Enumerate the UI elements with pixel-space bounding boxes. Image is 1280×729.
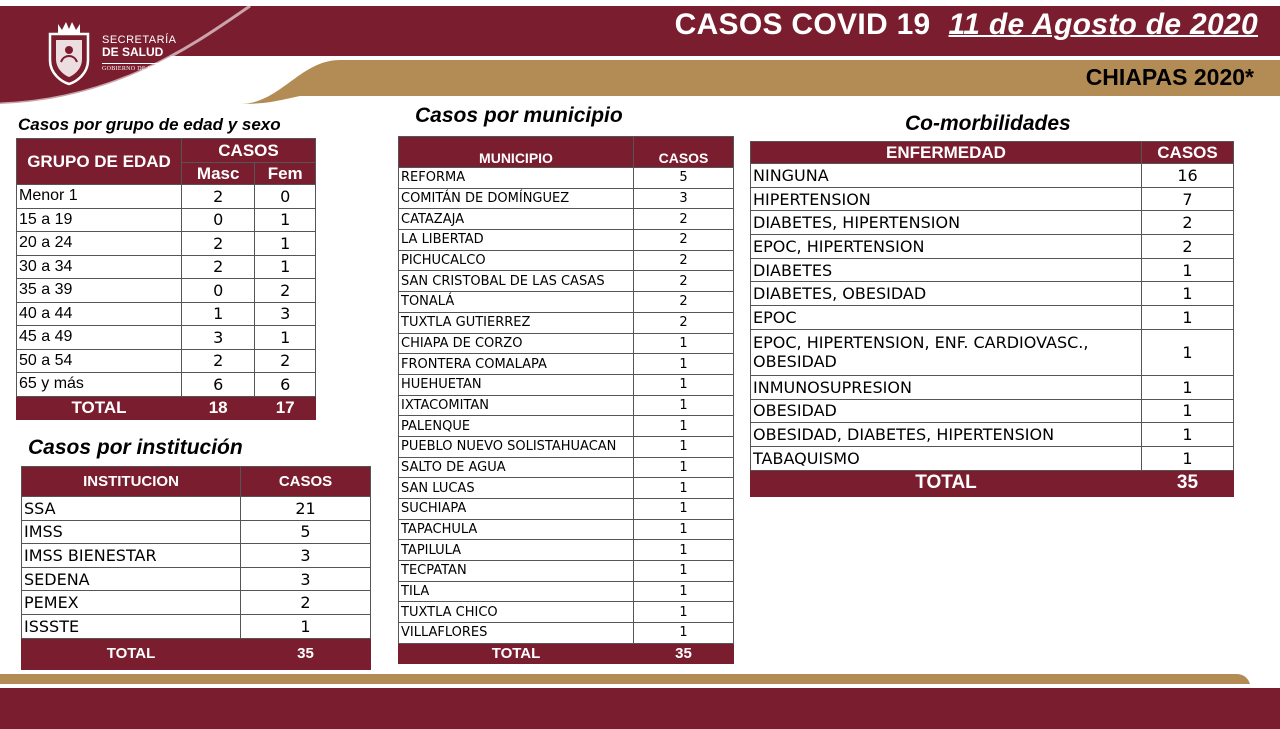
- table-row: [399, 457, 734, 478]
- municipio-name-cell: CHIAPA DE CORZO: [399, 333, 634, 354]
- col-masc: Masc: [182, 163, 255, 185]
- table-row: [399, 540, 734, 561]
- comorbilidades-casos-cell: 2: [1142, 235, 1234, 259]
- municipio-name-cell: TILA: [399, 581, 634, 602]
- edad-masc-cell: 2: [182, 349, 255, 373]
- institucion-casos-cell: 2: [241, 591, 371, 615]
- table-row: [751, 282, 1234, 306]
- municipio-casos-cell: 2: [634, 312, 734, 333]
- footer-bar: [0, 688, 1280, 729]
- edad-body: [17, 185, 316, 397]
- edad-grupo-cell: 30 a 34: [17, 255, 182, 279]
- table-row: [399, 354, 734, 375]
- comorbilidades-casos-cell: 1: [1142, 375, 1234, 399]
- table-row: [17, 255, 316, 279]
- footer-gold-line: [0, 672, 1250, 684]
- col-fem: Fem: [255, 163, 316, 185]
- edad-masc-cell: 1: [182, 302, 255, 326]
- institucion-name-cell: PEMEX: [22, 591, 241, 615]
- table-row: [399, 292, 734, 313]
- title-text: CASOS COVID 19: [674, 8, 931, 41]
- institucion-total-label: TOTAL: [22, 638, 241, 669]
- edad-masc-cell: 6: [182, 373, 255, 397]
- municipio-casos-cell: 2: [634, 209, 734, 230]
- shield-logo-icon: [44, 20, 94, 86]
- table-row: [399, 561, 734, 582]
- table-row: [399, 416, 734, 437]
- secretaria-logo-text: [102, 34, 194, 72]
- col-enfermedad: ENFERMEDAD: [751, 142, 1142, 164]
- comorbilidades-name-cell: OBESIDAD: [751, 399, 1142, 423]
- comorbilidades-total-label: TOTAL: [751, 470, 1142, 496]
- edad-masc-cell: 2: [182, 255, 255, 279]
- municipio-casos-cell: 1: [634, 457, 734, 478]
- edad-fem-cell: 1: [255, 208, 316, 232]
- edad-grupo-cell: 15 a 19: [17, 208, 182, 232]
- municipio-name-cell: PICHUCALCO: [399, 250, 634, 271]
- table-row: [399, 333, 734, 354]
- municipio-casos-cell: 5: [634, 168, 734, 189]
- municipio-casos-cell: 1: [634, 623, 734, 644]
- municipio-casos-cell: 1: [634, 540, 734, 561]
- edad-fem-cell: 1: [255, 326, 316, 350]
- institucion-casos-cell: 3: [241, 544, 371, 568]
- municipio-name-cell: SALTO DE AGUA: [399, 457, 634, 478]
- municipio-name-cell: SAN LUCAS: [399, 478, 634, 499]
- municipio-name-cell: HUEHUETAN: [399, 374, 634, 395]
- edad-grupo-cell: 40 a 44: [17, 302, 182, 326]
- comorbilidades-casos-cell: 7: [1142, 187, 1234, 211]
- municipio-casos-cell: 1: [634, 333, 734, 354]
- table-row: [399, 436, 734, 457]
- municipio-name-cell: SAN CRISTOBAL DE LAS CASAS: [399, 271, 634, 292]
- institucion-name-cell: ISSSTE: [22, 614, 241, 638]
- comorbilidades-name-cell: NINGUNA: [751, 164, 1142, 188]
- edad-fem-cell: 1: [255, 255, 316, 279]
- municipio-name-cell: CATAZAJA: [399, 209, 634, 230]
- institucion-name-cell: IMSS: [22, 520, 241, 544]
- municipio-casos-cell: 1: [634, 519, 734, 540]
- comorbilidades-casos-cell: 1: [1142, 329, 1234, 375]
- table-row: [399, 168, 734, 189]
- municipio-body: [399, 168, 734, 644]
- edad-masc-cell: 0: [182, 279, 255, 303]
- table-row: [399, 499, 734, 520]
- edad-fem-cell: 1: [255, 232, 316, 256]
- edad-total-masc: 18: [182, 396, 255, 420]
- edad-table: [16, 138, 316, 420]
- edad-grupo-cell: 35 a 39: [17, 279, 182, 303]
- table-row: [399, 602, 734, 623]
- municipio-heading: Casos por municipio: [415, 104, 623, 127]
- table-row: [751, 399, 1234, 423]
- edad-fem-cell: 2: [255, 349, 316, 373]
- comorbilidades-name-cell: HIPERTENSION: [751, 187, 1142, 211]
- edad-masc-cell: 2: [182, 185, 255, 209]
- municipio-name-cell: PUEBLO NUEVO SOLISTAHUACAN: [399, 436, 634, 457]
- municipio-name-cell: FRONTERA COMALAPA: [399, 354, 634, 375]
- comorbilidades-name-cell: OBESIDAD, DIABETES, HIPERTENSION: [751, 423, 1142, 447]
- municipio-casos-cell: 1: [634, 581, 734, 602]
- municipio-casos-cell: 2: [634, 292, 734, 313]
- table-row: [399, 209, 734, 230]
- edad-fem-cell: 3: [255, 302, 316, 326]
- municipio-casos-cell: 1: [634, 436, 734, 457]
- municipio-casos-cell: 1: [634, 374, 734, 395]
- edad-masc-cell: 2: [182, 232, 255, 256]
- municipio-casos-cell: 2: [634, 230, 734, 251]
- institucion-name-cell: IMSS BIENESTAR: [22, 544, 241, 568]
- comorbilidades-casos-cell: 1: [1142, 399, 1234, 423]
- institucion-name-cell: SSA: [22, 497, 241, 521]
- comorbilidades-name-cell: INMUNOSUPRESION: [751, 375, 1142, 399]
- edad-heading: Casos por grupo de edad y sexo: [18, 115, 281, 134]
- municipio-casos-cell: 1: [634, 354, 734, 375]
- col-municipio: MUNICIPIO: [399, 137, 634, 168]
- edad-fem-cell: 2: [255, 279, 316, 303]
- municipio-name-cell: IXTACOMITAN: [399, 395, 634, 416]
- institucion-table: [21, 466, 371, 670]
- edad-total-label: TOTAL: [17, 396, 182, 420]
- institucion-casos-cell: 5: [241, 520, 371, 544]
- comorbilidades-body: [751, 164, 1234, 471]
- municipio-casos-cell: 2: [634, 250, 734, 271]
- logo-line2: DE SALUD: [102, 45, 164, 59]
- edad-masc-cell: 3: [182, 326, 255, 350]
- table-row: [22, 591, 371, 615]
- table-row: [22, 544, 371, 568]
- comorbilidades-total-value: 35: [1142, 470, 1234, 496]
- municipio-casos-cell: 1: [634, 478, 734, 499]
- edad-masc-cell: 0: [182, 208, 255, 232]
- comorbilidades-total-row: [751, 470, 1234, 496]
- comorbilidades-casos-cell: 1: [1142, 423, 1234, 447]
- table-row: [17, 232, 316, 256]
- table-row: [751, 446, 1234, 470]
- municipio-total-label: TOTAL: [399, 643, 634, 663]
- municipio-casos-cell: 1: [634, 602, 734, 623]
- institucion-total-value: 35: [241, 638, 371, 669]
- col-mun-casos: CASOS: [634, 137, 734, 168]
- institucion-heading: Casos por institución: [28, 436, 243, 459]
- municipio-name-cell: VILLAFLORES: [399, 623, 634, 644]
- table-row: [751, 211, 1234, 235]
- table-row: [399, 188, 734, 209]
- edad-grupo-cell: 20 a 24: [17, 232, 182, 256]
- table-row: [17, 373, 316, 397]
- table-row: [399, 478, 734, 499]
- edad-grupo-cell: 50 a 54: [17, 349, 182, 373]
- col-grupo-edad: GRUPO DE EDAD: [17, 139, 182, 185]
- municipio-name-cell: COMITÁN DE DOMÍNGUEZ: [399, 188, 634, 209]
- comorbilidades-casos-cell: 1: [1142, 258, 1234, 282]
- table-row: [751, 187, 1234, 211]
- table-row: [399, 374, 734, 395]
- comorbilidades-name-cell: EPOC, HIPERTENSION, ENF. CARDIOVASC., OBESIDAD: [751, 329, 1142, 375]
- municipio-total-row: [399, 643, 734, 663]
- col-inst-casos: CASOS: [241, 467, 371, 497]
- institucion-casos-cell: 21: [241, 497, 371, 521]
- municipio-name-cell: SUCHIAPA: [399, 499, 634, 520]
- table-row: [17, 208, 316, 232]
- institucion-casos-cell: 1: [241, 614, 371, 638]
- comorbilidades-heading: Co-morbilidades: [905, 112, 1071, 135]
- table-row: [17, 279, 316, 303]
- edad-fem-cell: 0: [255, 185, 316, 209]
- edad-total-fem: 17: [255, 396, 316, 420]
- municipio-casos-cell: 1: [634, 395, 734, 416]
- table-row: [751, 375, 1234, 399]
- municipio-total-value: 35: [634, 643, 734, 663]
- municipio-table: [398, 136, 734, 664]
- comorbilidades-casos-cell: 1: [1142, 306, 1234, 330]
- table-row: [399, 271, 734, 292]
- table-row: [17, 185, 316, 209]
- table-row: [399, 623, 734, 644]
- col-com-casos: CASOS: [1142, 142, 1234, 164]
- table-row: [751, 164, 1234, 188]
- table-row: [22, 614, 371, 638]
- table-row: [399, 519, 734, 540]
- table-row: [399, 581, 734, 602]
- edad-grupo-cell: Menor 1: [17, 185, 182, 209]
- logo-line1: SECRETARÍA: [102, 34, 177, 46]
- table-row: [751, 235, 1234, 259]
- table-row: [751, 423, 1234, 447]
- municipio-casos-cell: 3: [634, 188, 734, 209]
- col-casos: CASOS: [182, 139, 316, 163]
- table-row: [399, 312, 734, 333]
- table-row: [22, 520, 371, 544]
- table-row: [17, 326, 316, 350]
- title-date: 11 de Agosto de 2020: [948, 8, 1258, 41]
- table-row: [751, 329, 1234, 375]
- table-row: [399, 230, 734, 251]
- municipio-name-cell: REFORMA: [399, 168, 634, 189]
- edad-fem-cell: 6: [255, 373, 316, 397]
- edad-grupo-cell: 45 a 49: [17, 326, 182, 350]
- municipio-name-cell: TAPILULA: [399, 540, 634, 561]
- comorbilidades-name-cell: DIABETES, OBESIDAD: [751, 282, 1142, 306]
- comorbilidades-name-cell: EPOC: [751, 306, 1142, 330]
- edad-total-row: [17, 396, 316, 420]
- comorbilidades-name-cell: DIABETES: [751, 258, 1142, 282]
- institucion-casos-cell: 3: [241, 567, 371, 591]
- institucion-total-row: [22, 638, 371, 669]
- municipio-casos-cell: 1: [634, 416, 734, 437]
- institucion-body: [22, 497, 371, 639]
- page-subtitle: CHIAPAS 2020*: [1085, 64, 1254, 90]
- institucion-name-cell: SEDENA: [22, 567, 241, 591]
- municipio-name-cell: TUXTLA CHICO: [399, 602, 634, 623]
- comorbilidades-casos-cell: 1: [1142, 446, 1234, 470]
- municipio-casos-cell: 1: [634, 561, 734, 582]
- comorbilidades-casos-cell: 16: [1142, 164, 1234, 188]
- comorbilidades-casos-cell: 2: [1142, 211, 1234, 235]
- table-row: [22, 567, 371, 591]
- comorbilidades-name-cell: DIABETES, HIPERTENSION: [751, 211, 1142, 235]
- municipio-name-cell: TECPATAN: [399, 561, 634, 582]
- logo-line3: GOBIERNO DE CHIAPAS: [102, 63, 194, 72]
- municipio-name-cell: TUXTLA GUTIERREZ: [399, 312, 634, 333]
- table-row: [17, 349, 316, 373]
- comorbilidades-name-cell: TABAQUISMO: [751, 446, 1142, 470]
- edad-grupo-cell: 65 y más: [17, 373, 182, 397]
- municipio-casos-cell: 2: [634, 271, 734, 292]
- table-row: [751, 306, 1234, 330]
- comorbilidades-casos-cell: 1: [1142, 282, 1234, 306]
- municipio-name-cell: TAPACHULA: [399, 519, 634, 540]
- page-title: [675, 8, 1258, 42]
- municipio-name-cell: PALENQUE: [399, 416, 634, 437]
- municipio-name-cell: LA LIBERTAD: [399, 230, 634, 251]
- comorbilidades-table: [750, 141, 1234, 497]
- comorbilidades-name-cell: EPOC, HIPERTENSION: [751, 235, 1142, 259]
- table-row: [17, 302, 316, 326]
- table-row: [751, 258, 1234, 282]
- municipio-name-cell: TONALÁ: [399, 292, 634, 313]
- col-institucion: INSTITUCION: [22, 467, 241, 497]
- table-row: [399, 395, 734, 416]
- municipio-casos-cell: 1: [634, 499, 734, 520]
- table-row: [399, 250, 734, 271]
- table-row: [22, 497, 371, 521]
